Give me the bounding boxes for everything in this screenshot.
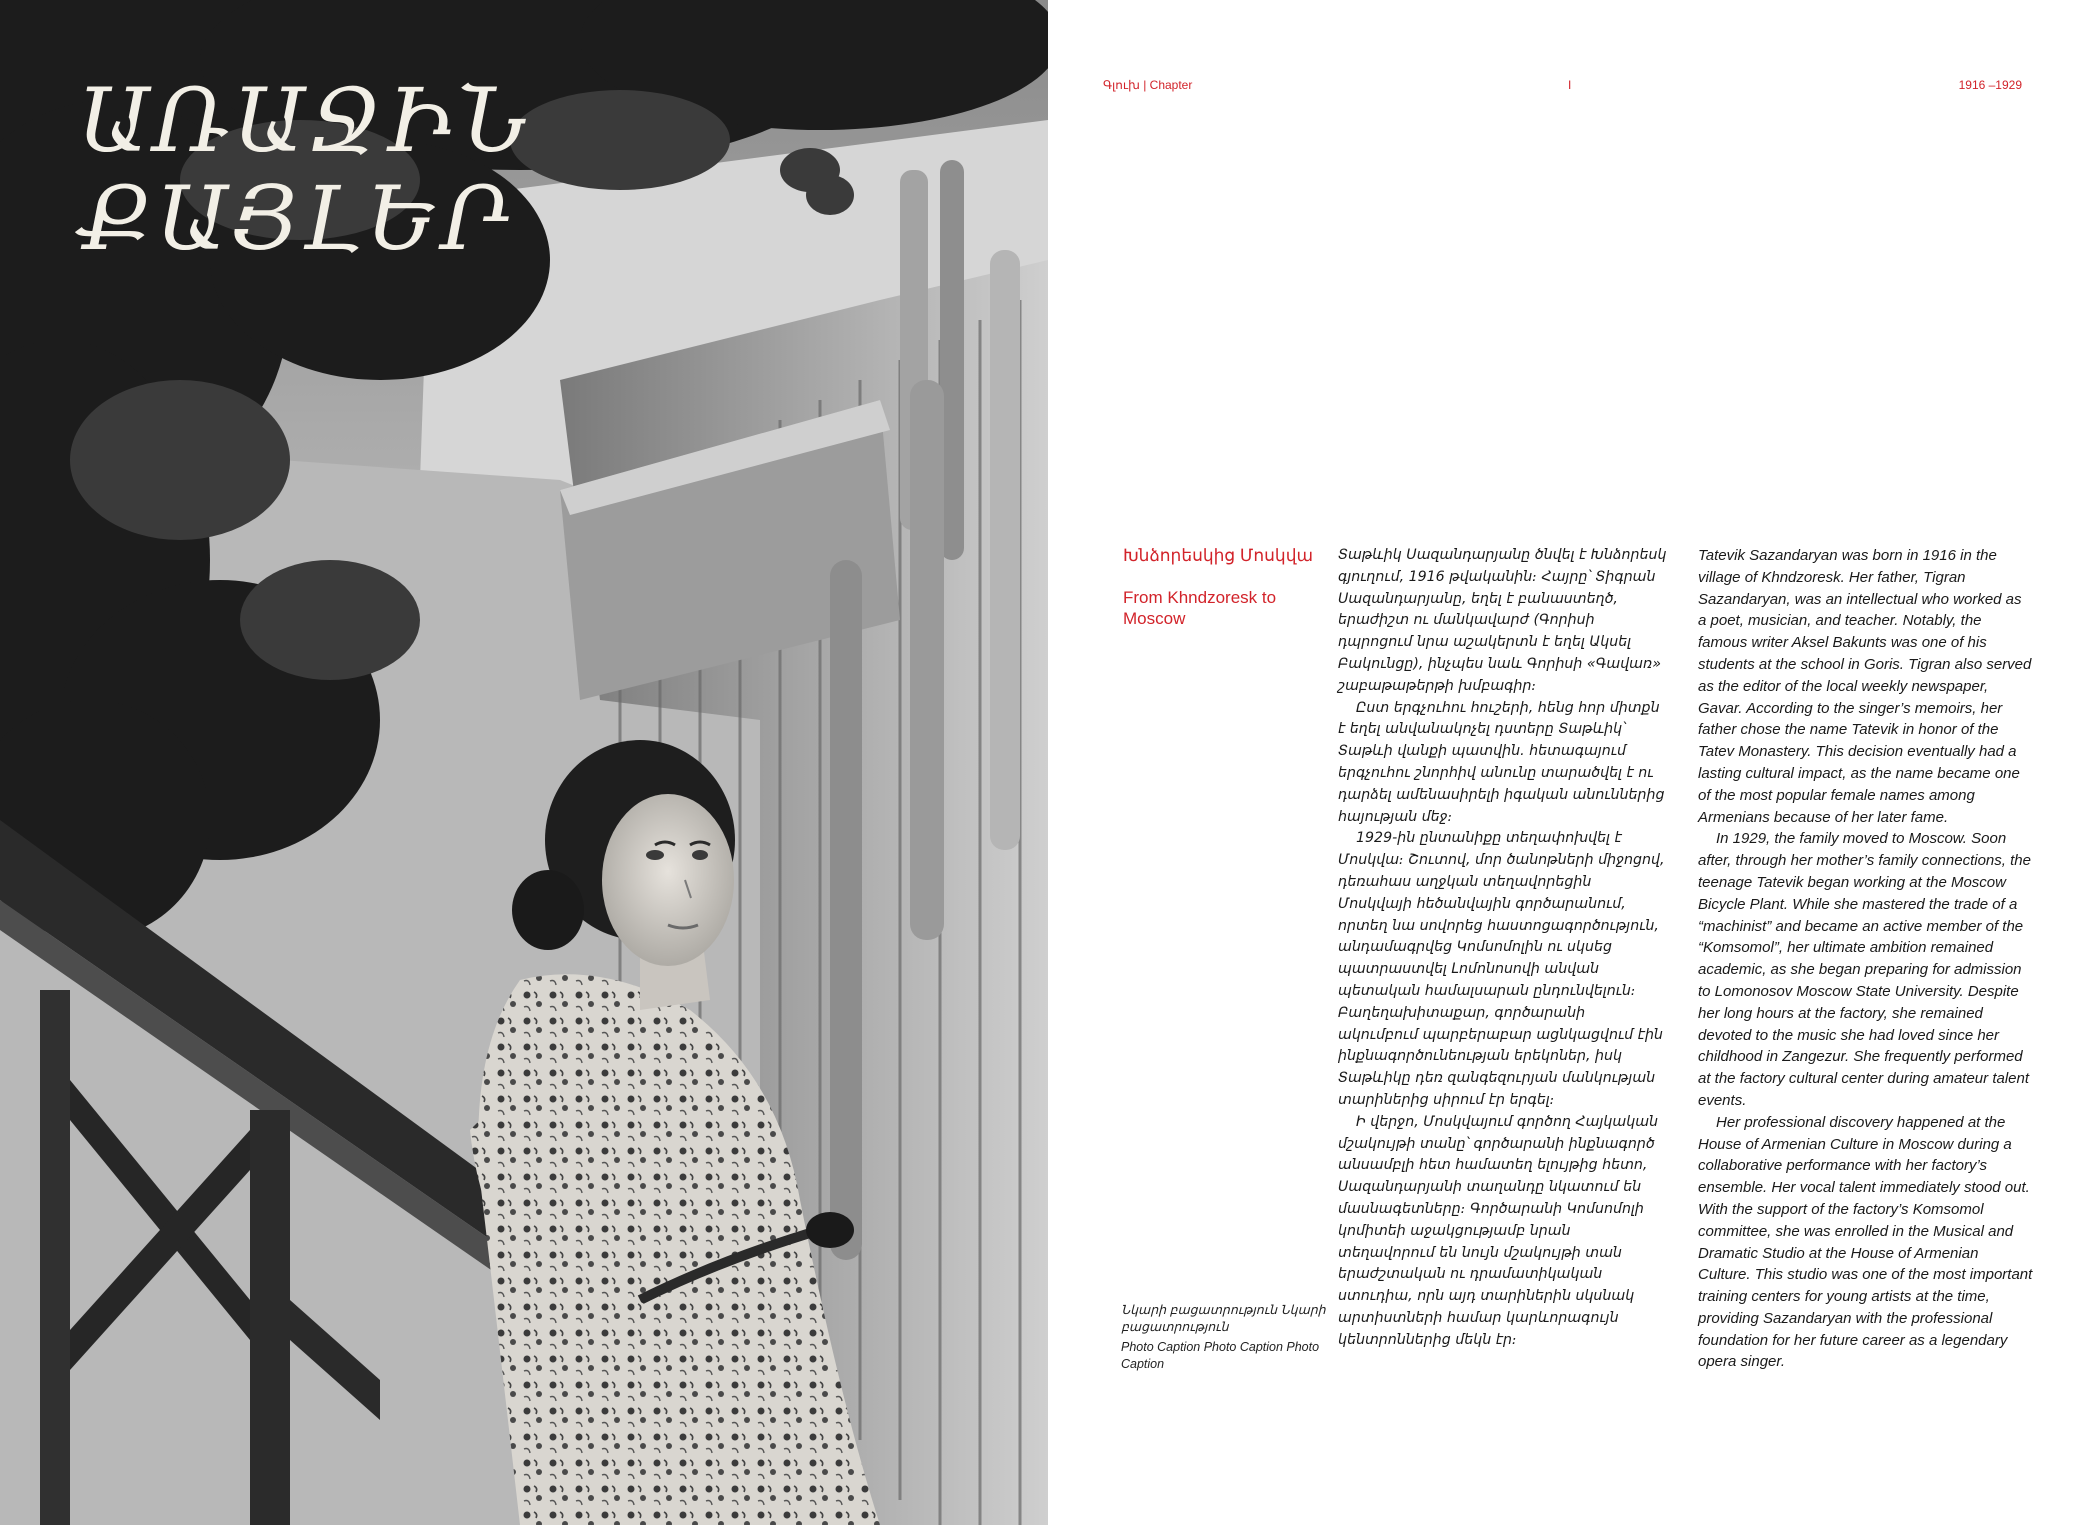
photo-page [0,0,1048,1525]
armenian-paragraph-1: Տաթևիկ Սազանդարյանը ծնվել է Խնձորեսկ գյուղում, 1916 թվականին։ Հայրը՝ Տիգրան Սազանդարյանը, եղել է բանաստեղծ, երաժիշտ ու մանկավարժ (Գորիսի դպրոցում նրա աշակերտն է եղել Ակսել Բակունցը), ինչպես նաև Գորիսի «Գավառ» շաբաթաթերթի խմբագիր։ [1338,547,1667,694]
armenian-paragraph-2: Ըստ երգչուհու հուշերի, հենց հոր միտքն է եղել անվանակոչել դստերը Տաթևիկ՝ Տաթևի վանքի պատվին. հետագայում երգչուհու շնորհիվ անունը տարածվել է ու դարձել ամենասիրելի իգական անուններից հայության մեջ։ [1338,699,1665,825]
section-heading-armenian: Խնձորեսկից Մոսկվա [1123,546,1314,565]
body-text-armenian [1338,545,1668,1351]
chapter-title [78,69,538,270]
armenian-paragraph-3: 1929-ին ընտանիքը տեղափոխվել է Մոսկվա։ Շուտով, մոր ծանոթների միջոցով, դեռահաս աղջկան տեղավորեցին Մոսկվայի հեծանվային գործարանում, որտեղ նա սովորեց հաստոցագործություն, անդամագրվեց Կոմսոմոլին ու սկսեց պատրաստվել Լոմոնոսովի անվան պետական համալսարան ընդունվելուն։ Բաղեղախիտաքար, գործարանի ակումբում պարբերաբար ացնկացվում էին ինքնագործունեության երեկոներ, իսկ Տաթևիկը դեռ զանգեզուրյան մանկության տարիներից սիրում էր երգել։ [1338,830,1665,1108]
photo-caption-armenian: Նկարի բացատրություն Նկարի բացատրություն [1121,1303,1326,1334]
running-head-chapter: Գլուխ | Chapter [1103,78,1193,92]
body-text-english [1698,545,2033,1373]
text-page [1048,0,2097,1525]
running-head-years: 1916 –1929 [1958,78,2022,92]
section-heading-english: From Khndzoresk to Moscow [1123,588,1277,628]
english-paragraph-1: Tatevik Sazandaryan was born in 1916 in the village of Khndzoresk. Her father, Tigran Sazandaryan, was an intellectual who worked as a poet, musician, and teacher. Notably, the famous writer Aksel Bakunts was one of his students at the school in Goris. Tigran also served as the editor of the local weekly newspaper, Gavar. According to the singer’s memoirs, her father chose the name Tatevik in honor of the Tatev Monastery. This decision eventually had a lasting cultural impact, as the name became one of the most popular female names among Armenians because of her later fame. [1698,547,2032,826]
armenian-paragraph-4: Ի վերջո, Մոսկվայում գործող Հայկական մշակույթի տանը՝ գործարանի ինքնագործ անսամբլի հետ համատեղ ելույթից հետո, Սազանդարյանի տաղանդը նկատում են մասնագետները։ Գործարանի Կոմսոմոլի կոմիտեի աջակցությամբ նրան տեղավորում են նույն մշակույթի տան երաժշտական ու դրամատիկական ստուդիա, որն այդ տարիներին սկսնակ արտիստների համար կարևորագույն կենտրոններից մեկն էր։ [1338,1113,1659,1348]
photo-caption-english: Photo Caption Photo Caption Photo Caption [1121,1340,1320,1371]
chapter-title-line-2: ՔԱՅԼԵՐ [78,167,514,270]
chapter-title-line-1: ԱՌԱՋԻՆ [78,69,532,172]
photo-caption [1121,1302,1341,1373]
running-head-chapter-number: I [1568,78,1572,92]
english-paragraph-2: In 1929, the family moved to Moscow. Soon after, through her mother’s family connections, the teenage Tatevik began working at the Moscow Bicycle Plant. While she mastered the trade of a “machinist” and became an active member of the “Komsomol”, her ultimate ambition remained academic, as she began preparing for admission to Lomonosov Moscow State University. Despite her long hours at the factory, she remained devoted to the music she had loved since her childhood in Zangezur. She frequently performed at the factory cultural center during amateur talent events. [1698,830,2031,1109]
english-paragraph-3: Her professional discovery happened at the House of Armenian Culture in Moscow during a collaborative performance with her factory’s ensemble. Her vocal talent immediately stood out. With the support of the factory’s Komsomol committee, she was enrolled in the Musical and Dramatic Studio at the House of Armenian Culture. This studio was one of the most important training centers for young artists at the time, providing Sazandaryan with the professional foundation for her future career as a legendary opera singer. [1698,1113,2033,1371]
section-heading [1123,545,1323,629]
